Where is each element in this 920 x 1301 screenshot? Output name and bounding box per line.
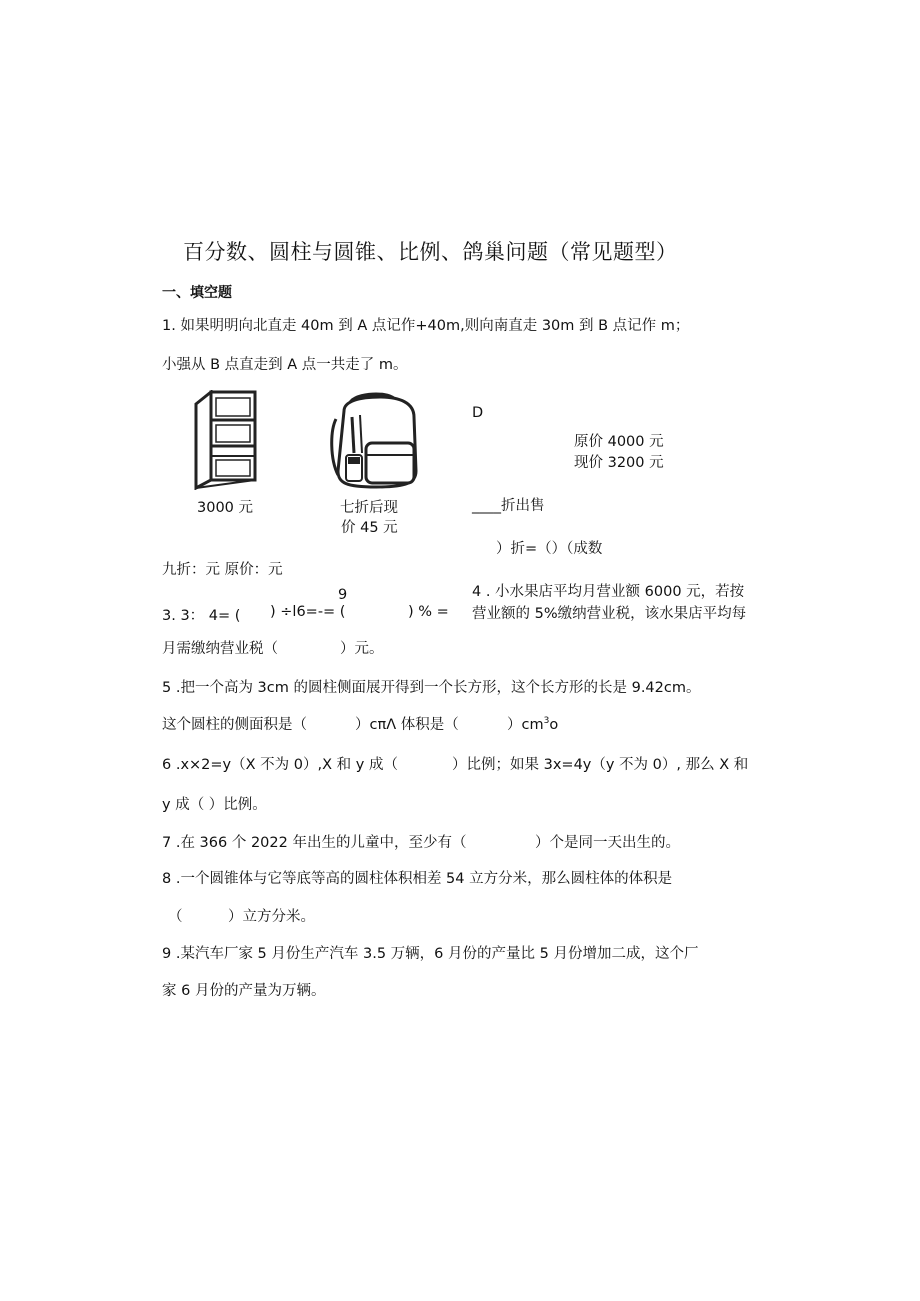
page-title: 百分数、圆柱与圆锥、比例、鸽巢问题（常见题型） bbox=[183, 240, 678, 264]
cube-exponent: 3 bbox=[543, 716, 550, 727]
question-9-line-2: 家 6 月份的产量为万辆。 bbox=[162, 983, 326, 999]
cabinet-price: 3000 元 bbox=[197, 500, 254, 516]
question-4-line-1: 4 . 小水果店平均月营业额 6000 元，若按 bbox=[472, 584, 745, 600]
item-d-label: D bbox=[472, 405, 484, 421]
question-3-part-a: 3. 3： 4= ( bbox=[162, 608, 241, 624]
question-4-line-3a: 月需缴纳营业税（ bbox=[162, 641, 278, 657]
current-price: 现价 3200 元 bbox=[574, 455, 664, 471]
question-3-part-b: ) ÷l6=-= ( bbox=[270, 604, 346, 620]
question-5-line-2a: 这个圆柱的侧面积是（ bbox=[162, 717, 307, 733]
question-3-numerator: 9 bbox=[338, 587, 348, 603]
ninety-percent-line: 九折：元 原价：元 bbox=[162, 562, 283, 578]
question-8-line-2b: ）立方分米。 bbox=[228, 909, 315, 925]
question-6-line-2: y 成（ ）比例。 bbox=[162, 797, 267, 813]
backpack-icon bbox=[330, 391, 420, 491]
question-8-line-2a: （ bbox=[168, 909, 183, 925]
volume-unit: ）cm bbox=[507, 717, 544, 733]
question-5-line-2b: ）cπΛ 体积是（ bbox=[355, 717, 459, 733]
backpack-caption-line-2: 价 45 元 bbox=[341, 520, 398, 536]
question-1-line-2: 小强从 B 点直走到 A 点一共走了 m。 bbox=[162, 357, 408, 373]
fold-conversion-line: ）折=（）（成数 bbox=[496, 541, 603, 557]
question-5-line-2c bbox=[507, 713, 558, 734]
question-8-line-1: 8 .一个圆锥体与它等底等高的圆柱体积相差 54 立方分米，那么圆柱体的体积是 bbox=[162, 871, 673, 887]
question-6-line-1b: ）比例；如果 3x=4y（y 不为 0）, 那么 X 和 bbox=[452, 757, 749, 773]
section-heading: 一、填空题 bbox=[162, 285, 232, 301]
question-7-line-1a: 7 .在 366 个 2022 年出生的儿童中，至少有（ bbox=[162, 835, 467, 851]
question-1-line-1: 1. 如果明明向北直走 40m 到 A 点记作+40m,则向南直走 30m 到 B 点记作 m； bbox=[162, 318, 690, 334]
question-6-line-1a: 6 .x×2=y（X 不为 0）,X 和 y 成（ bbox=[162, 757, 398, 773]
cabinet-icon bbox=[193, 390, 259, 490]
original-price: 原价 4000 元 bbox=[574, 434, 664, 450]
question-5-line-1: 5 .把一个高为 3cm 的圆柱侧面展开得到一个长方形，这个长方形的长是 9.42cm。 bbox=[162, 680, 701, 696]
question-9-line-1: 9 .某汽车厂家 5 月份生产汽车 3.5 万辆，6 月份的产量比 5 月份增加二成，这个厂 bbox=[162, 946, 699, 962]
trailing-char: o bbox=[549, 717, 559, 733]
question-7-line-1b: ）个是同一天出生的。 bbox=[535, 835, 680, 851]
question-4-line-3b: ）元。 bbox=[340, 641, 384, 657]
question-4-line-2: 营业额的 5%缴纳营业税，该水果店平均每 bbox=[472, 606, 747, 622]
discount-line: ____折出售 bbox=[472, 498, 545, 514]
backpack-caption-line-1: 七折后现 bbox=[340, 500, 398, 516]
question-3-part-c: ) % = bbox=[408, 604, 449, 620]
